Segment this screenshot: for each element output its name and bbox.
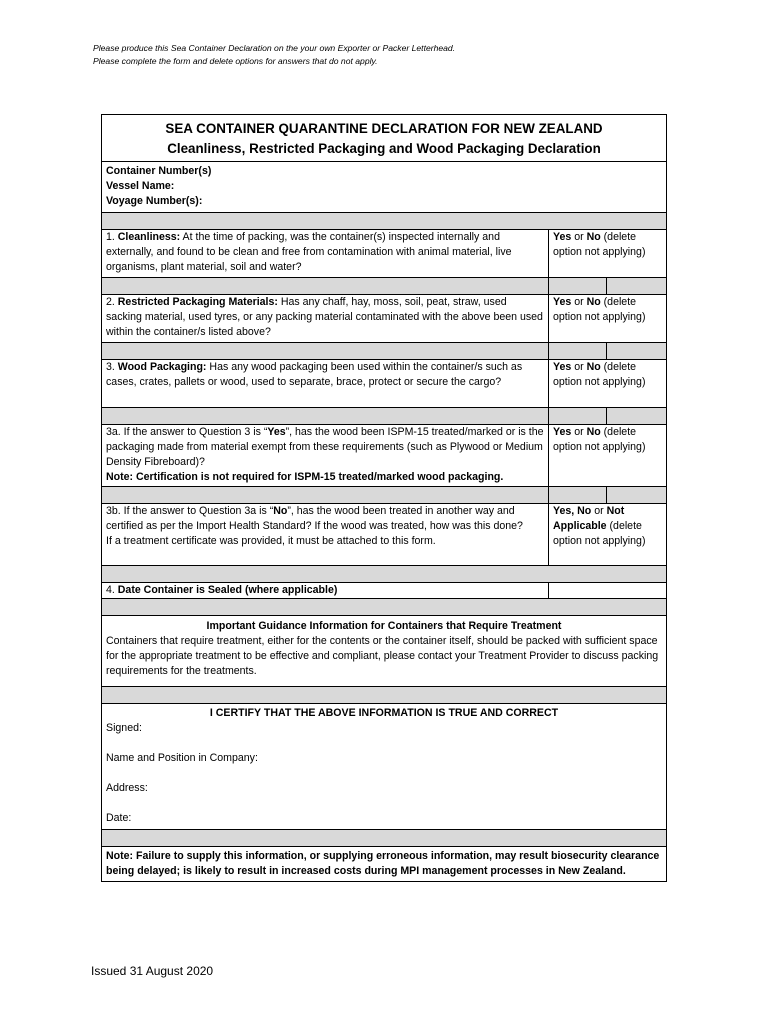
question-3: 3. Wood Packaging: Has any wood packaging been used within the container/s such as cases, crates, pallets or wood, used to separate, brace, protect or secure the cargo? — [102, 360, 549, 408]
name-position-field[interactable]: Name and Position in Company: — [106, 752, 258, 765]
question-1-label: Cleanliness: — [117, 231, 181, 244]
instructions — [93, 42, 455, 68]
question-3a: 3a. If the answer to Question 3 is “Yes”, has the wood been ISPM-15 treated/marked or is the packaging made from material exempt from these requirements (such as Plywood or Medium Density Fibreboard)? Note: Certification is not required for ISPM-15 treated/marked wood packaging. — [102, 425, 549, 487]
question-1: 1. Cleanliness: At the time of packing, was the container(s) inspected internally and externally, and found to be clean and free from contamination with animal material, live organisms, plant material, soil and water? — [102, 230, 549, 278]
question-3a-answer[interactable]: Yes or No (delete option not applying) — [549, 425, 667, 487]
question-3b-attach-note: If a treatment certificate was provided, it must be attached to this form. — [106, 534, 436, 547]
certification-section — [102, 704, 667, 830]
guidance-text: Containers that require treatment, either for the contents or the container itself, should be packed with sufficient space for the appropriate treatment to be effective and compliant, please contact your Treatment Provider to discuss packing requirements for the treatments. — [106, 634, 659, 677]
form-title: SEA CONTAINER QUARANTINE DECLARATION FOR NEW ZEALAND — [165, 121, 603, 136]
question-3b: 3b. If the answer to Question 3a is “No”, has the wood been treated in another way and certified as per the Import Health Standard? If the wood was treated, how was this done? If a treatment certificate was provided, it must be attached to this form. — [102, 504, 549, 566]
spacer-row — [102, 343, 549, 360]
date-sealed-field[interactable] — [549, 583, 667, 599]
spacer-row — [102, 278, 549, 295]
question-2-label: Restricted Packaging Materials: — [117, 296, 278, 309]
spacer-row — [102, 408, 549, 425]
guidance-heading: Important Guidance Information for Containers that Require Treatment — [206, 620, 562, 633]
voyage-numbers-label: Voyage Number(s): — [106, 194, 203, 207]
declaration-form — [101, 114, 667, 882]
question-3-answer[interactable]: Yes or No (delete option not applying) — [549, 360, 667, 408]
instruction-line-1: Please produce this Sea Container Declaration on the your own Exporter or Packer Letterhead. — [93, 43, 456, 53]
issued-date: Issued 31 August 2020 — [91, 964, 214, 978]
signed-field[interactable]: Signed: — [106, 722, 142, 735]
question-3b-answer[interactable]: Yes, No or Not Applicable (delete option not applying) — [549, 504, 667, 566]
form-title-cell — [102, 115, 667, 162]
spacer-row — [102, 599, 667, 616]
question-4: 4. Date Container is Sealed (where applicable) — [102, 583, 549, 599]
address-field[interactable]: Address: — [106, 782, 148, 795]
spacer-row — [102, 487, 549, 504]
question-1-answer[interactable]: Yes or No (delete option not applying) — [549, 230, 667, 278]
question-3a-note: Note: Certification is not required for ISPM-15 treated/marked wood packaging. — [106, 470, 504, 483]
spacer-row — [102, 566, 667, 583]
vessel-name-label: Vessel Name: — [106, 179, 175, 192]
instruction-line-2: Please complete the form and delete options for answers that do not apply. — [93, 56, 378, 66]
guidance-section — [102, 616, 667, 687]
spacer-row — [102, 687, 667, 704]
question-2: 2. Restricted Packaging Materials: Has any chaff, hay, moss, soil, peat, straw, used sacking material, used tyres, or any packing material contaminated with the above been used within the container/s listed above? — [102, 295, 549, 343]
biosecurity-note: Note: Failure to supply this information, or supplying erroneous information, may result biosecurity clearance being delayed; is likely to result in increased costs during MPI management processes in New Zealand. — [102, 847, 667, 882]
question-2-answer[interactable]: Yes or No (delete option not applying) — [549, 295, 667, 343]
spacer-row — [102, 830, 667, 847]
question-3-label: Wood Packaging: — [117, 361, 207, 374]
date-field[interactable]: Date: — [106, 812, 132, 825]
form-subtitle: Cleanliness, Restricted Packaging and Wood Packaging Declaration — [167, 141, 601, 156]
question-4-label: Date Container is Sealed (where applicable) — [117, 584, 338, 597]
spacer-row — [102, 213, 667, 230]
container-info-cell[interactable] — [102, 162, 667, 213]
certify-heading: I CERTIFY THAT THE ABOVE INFORMATION IS TRUE AND CORRECT — [209, 707, 559, 720]
container-numbers-label: Container Number(s) — [106, 165, 212, 177]
